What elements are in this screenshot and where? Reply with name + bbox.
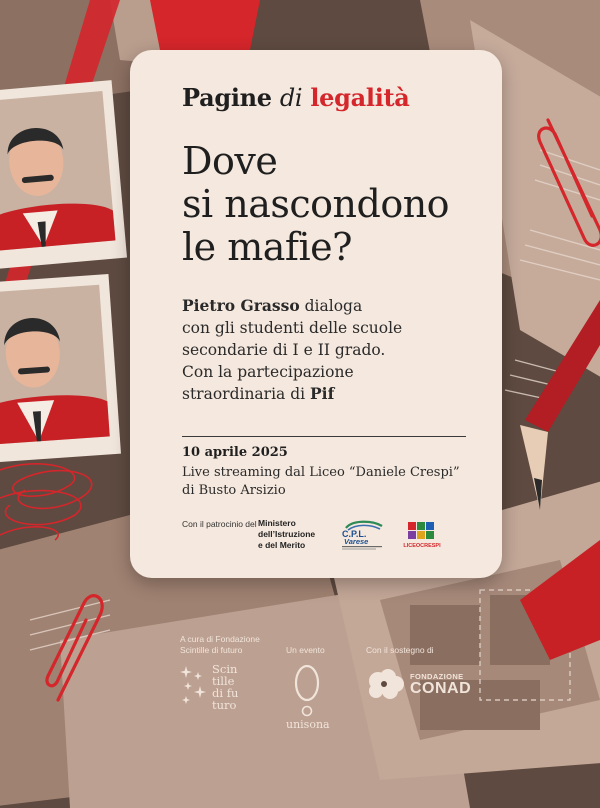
conad-logo-mark [364,667,410,703]
ministry-logo [258,518,315,551]
liceo-crespi-logo [402,520,442,554]
series-title-first: Pagine [182,83,272,112]
venue-line: Live streaming dal Liceo “Daniele Crespi” [182,465,460,480]
unisona-logo-mark [289,661,325,719]
ministry-line: dell’Istruzione [258,529,316,539]
guest-name: Pif [310,384,335,403]
scintille-wordmark-line: di fu [212,686,239,700]
conad-wordmark-main: CONAD [410,680,472,697]
cpl-word-text: Varese [344,537,369,546]
description-line [182,295,482,317]
divider [182,436,466,437]
scintille-wordmark-line: tille [212,674,235,688]
description-line [182,383,482,405]
conad-wordmark-top: FONDAZIONE [410,672,464,681]
event-by-label: Un evento [286,645,325,655]
unisona-wordmark: unisona [286,718,330,731]
curated-by-line: Scintille di futuro [180,645,243,655]
speaker-name: Pietro Grasso [182,296,300,315]
description-text: straordinaria di [182,385,311,403]
series-title-mid: di [279,84,303,112]
curated-by-label [180,634,260,656]
conad-wordmark [410,672,471,697]
description-line: con gli studenti delle scuole [182,319,403,337]
event-title-line: le mafie? [182,225,352,269]
support-label: Con il sostegno di [366,645,434,655]
ministry-line: Ministero [258,518,296,528]
event-title [182,140,492,269]
description-line: Con la partecipazione [182,363,354,381]
patronage-label: Con il patrocinio del [182,519,257,529]
event-description [182,295,482,405]
series-title [182,83,410,112]
event-venue [182,464,460,500]
event-title-line: Dove [182,139,278,183]
description-text: dialoga [299,297,363,315]
scintille-wordmark-line: turo [212,698,237,712]
curated-by-line: A cura di Fondazione [180,634,260,644]
scintille-wordmark-line: Scin [212,662,238,676]
cpl-varese-logo [338,518,388,550]
event-date: 10 aprile 2025 [182,445,288,460]
venue-line: di Busto Arsizio [182,483,286,498]
event-title-line: si nascondono [182,182,450,226]
sparkle-icon [180,664,206,708]
cpl-top-text: C.P.L. [342,529,367,539]
scintille-wordmark [212,663,238,711]
ministry-line: e del Merito [258,540,306,550]
series-title-last: legalità [310,83,410,112]
liceo-logo-text: LICEOCRESPI [403,543,441,549]
description-line: secondarie di I e II grado. [182,341,386,359]
event-card [130,50,502,578]
